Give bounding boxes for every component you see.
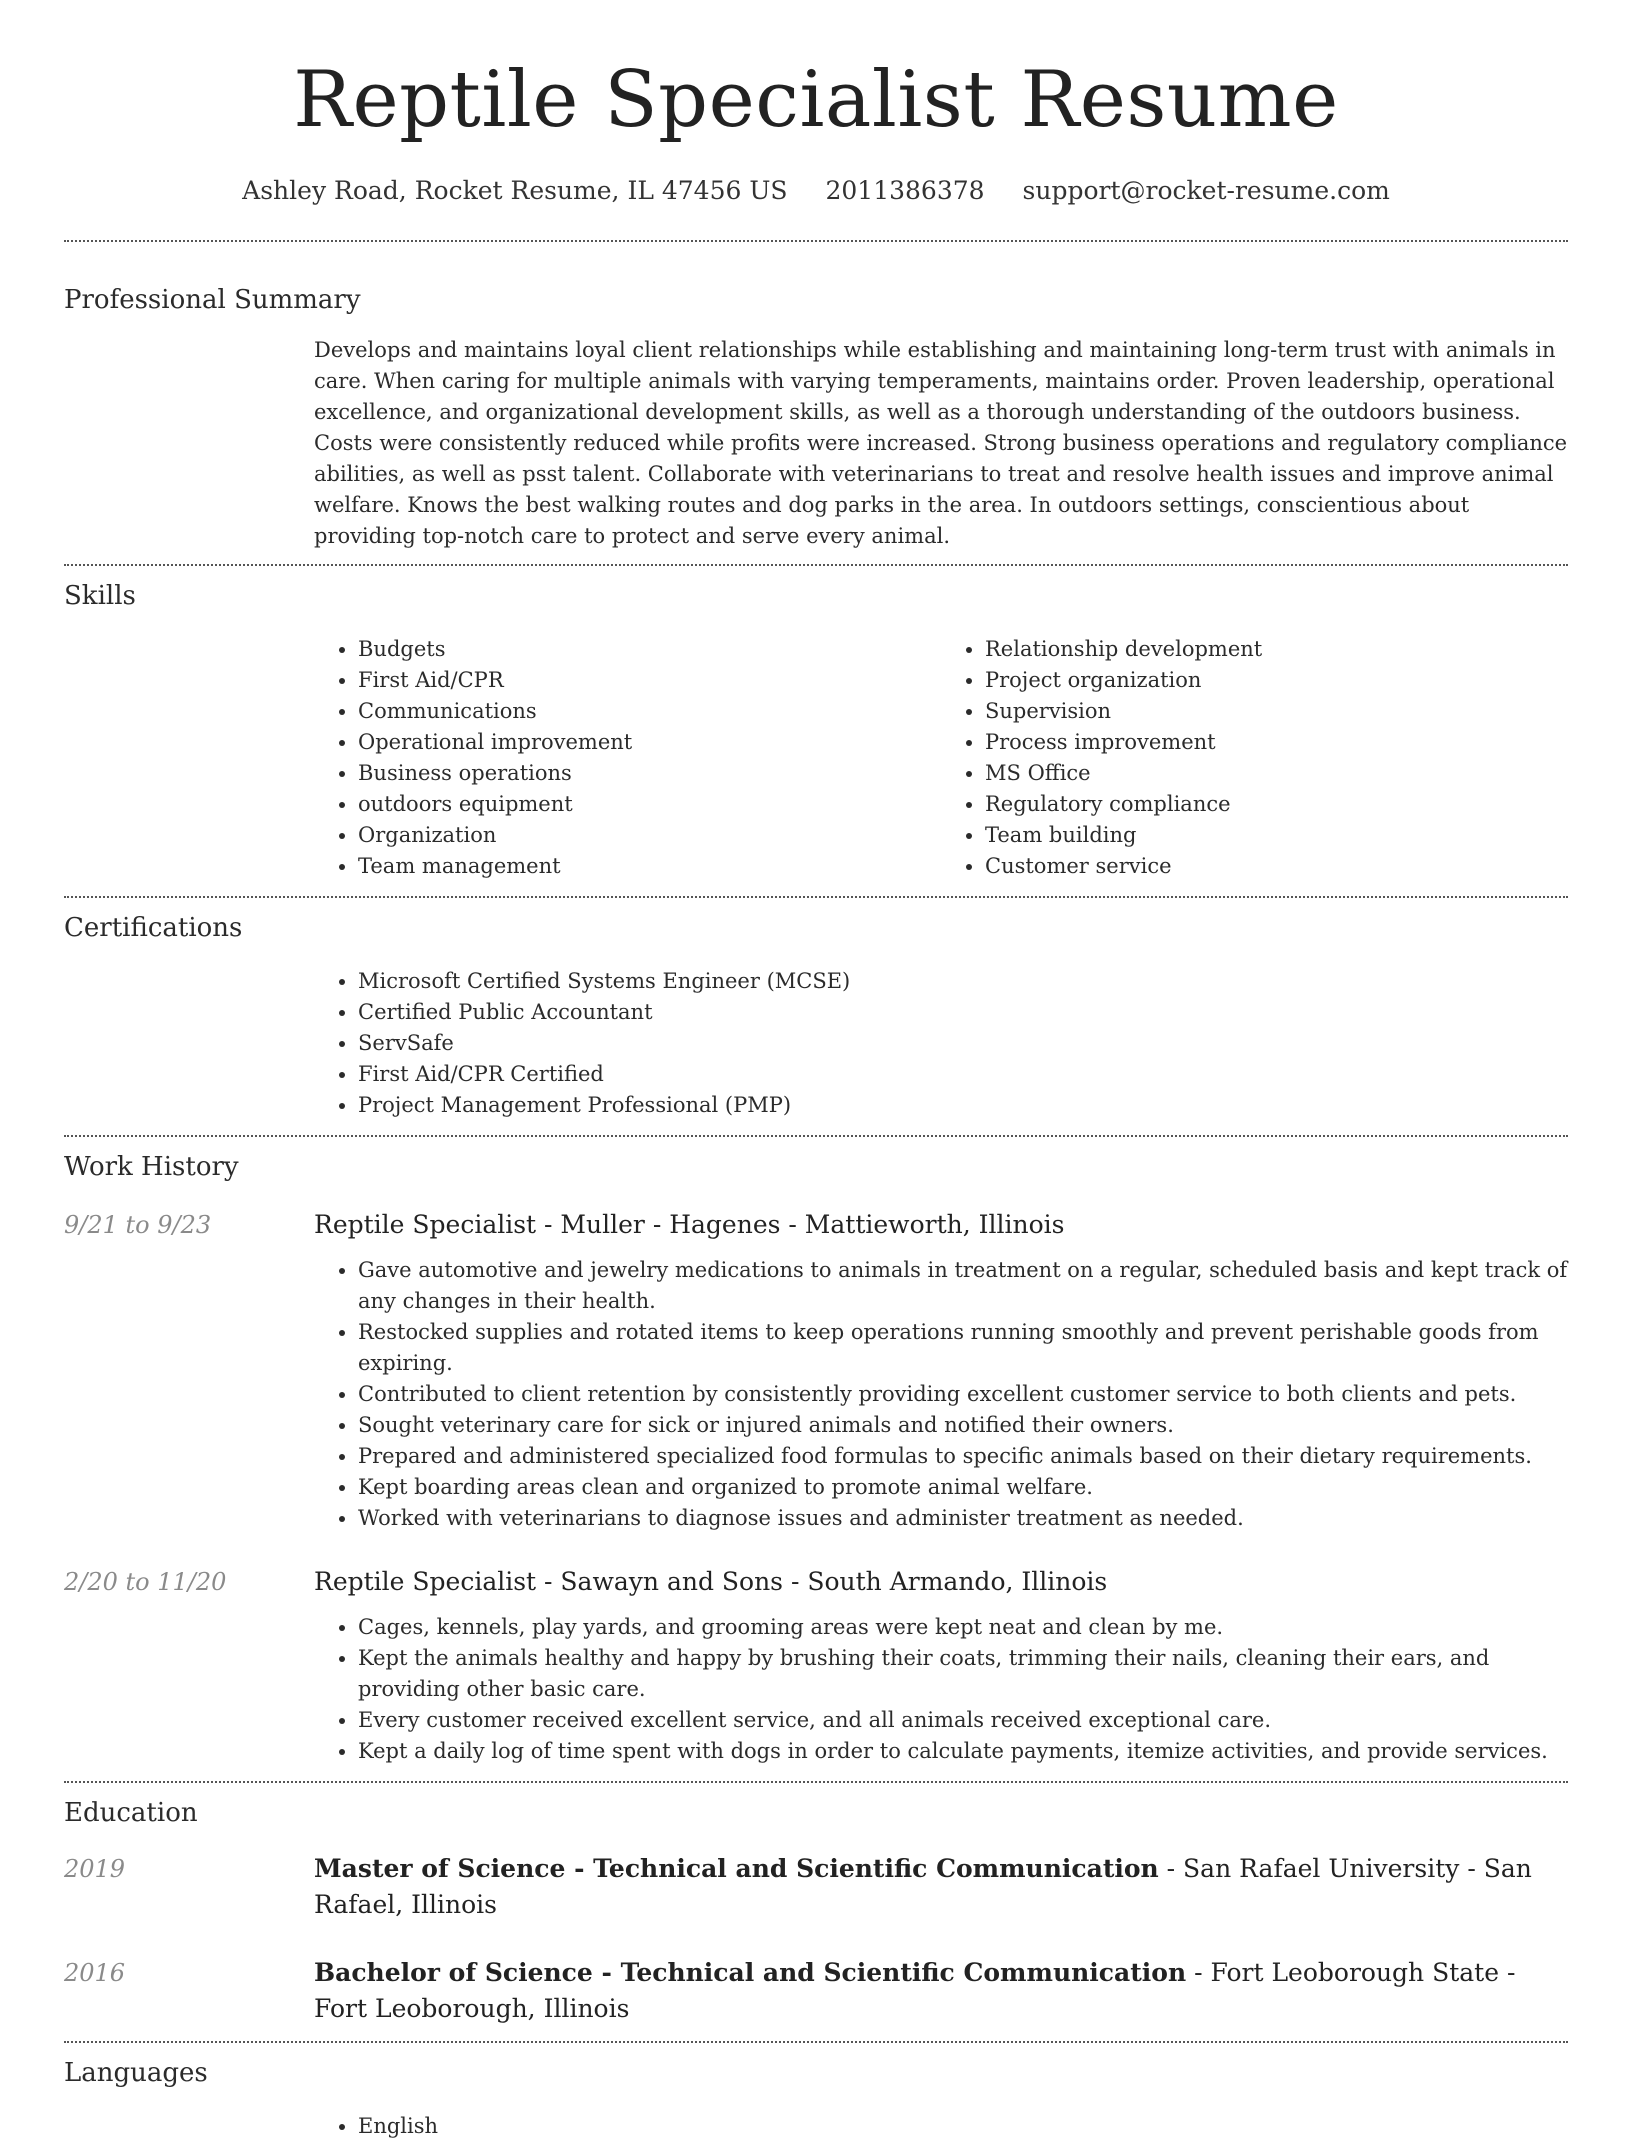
job-bullet: • Kept the animals healthy and happy by brushing their coats, trimming their nails, cleaning their ears, and providing other basic care. [358, 1643, 1568, 1705]
summary-text: Develops and maintains loyal client relationships while establishing and maintaining long-term trust with animals in care. When caring for multiple animals with varying temperaments, maintains order. Proven leadership, operational excellence, and organizational development skills, as well as a thorough understanding of the outdoors business. Costs were consistently reduced while profits were increased. Strong business operations and regulatory compliance abilities, as well as psst talent. Collaborate with veterinarians to treat and resolve health issues and improve animal welfare. Knows the best walking routes and dog parks in the area. In outdoors settings, conscientious about providing top-notch care to protect and serve every animal. [314, 338, 1568, 548]
education-entry [64, 1955, 1568, 2041]
education-entry [64, 1851, 1568, 1923]
skills-section [64, 566, 1568, 896]
skills-list-left [314, 634, 941, 882]
job-bullets [314, 1255, 1568, 1534]
skill-item: • Team building [985, 820, 1568, 851]
job-bullet: • Kept boarding areas clean and organized to promote animal welfare. [358, 1472, 1568, 1503]
section-title-languages: Languages [64, 2058, 208, 2088]
work-history-section [64, 1137, 1568, 1781]
resume-page [64, 0, 1568, 2142]
skill-item: • Project organization [985, 665, 1568, 696]
skill-item: • Organization [358, 820, 941, 851]
section-title-skills: Skills [64, 581, 136, 611]
education-section [64, 1783, 1568, 2041]
skill-item: • Business operations [358, 758, 941, 789]
job-bullet: • Cages, kennels, play yards, and grooming areas were kept neat and clean by me. [358, 1612, 1568, 1643]
certification-item: • First Aid/CPR Certified [358, 1059, 1568, 1090]
certification-item: • Microsoft Certified Systems Engineer (MCSE) [358, 966, 1568, 997]
job-bullet: • Contributed to client retention by consistently providing excellent customer service to both clients and pets. [358, 1379, 1568, 1410]
job-bullet: • Every customer received excellent service, and all animals received exceptional care. [358, 1705, 1568, 1736]
job-bullet: • Prepared and administered specialized food formulas to specific animals based on their dietary requirements. [358, 1441, 1568, 1472]
contact-line [64, 174, 1568, 208]
contact-email: support@rocket-resume.com [1022, 176, 1390, 205]
summary-section [64, 242, 1568, 564]
education-school: - Fort Leoborough State - Fort Leoborough, Illinois [314, 1958, 1516, 2023]
skill-item: • Process improvement [985, 727, 1568, 758]
job-bullets [314, 1612, 1568, 1767]
skill-item: • Customer service [985, 851, 1568, 882]
skill-item: • Team management [358, 851, 941, 882]
job-title: Reptile Specialist - Sawayn and Sons - South Armando, Illinois [314, 1567, 1108, 1596]
job-title: Reptile Specialist - Muller - Hagenes - Mattieworth, Illinois [314, 1210, 1065, 1239]
certifications-section [64, 898, 1568, 1135]
certifications-list [314, 966, 1568, 1121]
education-year: 2016 [64, 1959, 126, 1987]
job-bullet: • Worked with veterinarians to diagnose issues and administer treatment as needed. [358, 1503, 1568, 1534]
section-title-certifications: Certifications [64, 913, 243, 943]
languages-list [314, 2111, 1568, 2142]
education-degree: Master of Science - Technical and Scientific Communication [314, 1854, 1159, 1883]
skill-item: • First Aid/CPR [358, 665, 941, 696]
skill-item: • Operational improvement [358, 727, 941, 758]
section-title-work-history: Work History [64, 1152, 239, 1182]
skill-item: • MS Office [985, 758, 1568, 789]
skills-list-right [941, 634, 1568, 882]
skill-item: • Regulatory compliance [985, 789, 1568, 820]
job-entry [64, 1207, 1568, 1534]
job-bullet: • Kept a daily log of time spent with dogs in order to calculate payments, itemize activities, and provide services. [358, 1736, 1568, 1767]
certification-item: • Project Management Professional (PMP) [358, 1090, 1568, 1121]
skill-item: • Relationship development [985, 634, 1568, 665]
skill-item: • Supervision [985, 696, 1568, 727]
job-bullet: • Restocked supplies and rotated items to keep operations running smoothly and prevent perishable goods from expiring. [358, 1317, 1568, 1379]
education-degree: Bachelor of Science - Technical and Scientific Communication [314, 1958, 1187, 1987]
education-year: 2019 [64, 1855, 126, 1883]
job-entry [64, 1564, 1568, 1781]
section-title-education: Education [64, 1798, 198, 1828]
skill-item: • Budgets [358, 634, 941, 665]
contact-phone: 2011386378 [825, 176, 985, 205]
certification-item: • Certified Public Accountant [358, 997, 1568, 1028]
job-dates: 9/21 to 9/23 [64, 1211, 212, 1239]
resume-title: Reptile Specialist Resume [293, 55, 1339, 145]
job-bullet: • Sought veterinary care for sick or injured animals and notified their owners. [358, 1410, 1568, 1441]
certification-item: • ServSafe [358, 1028, 1568, 1059]
language-item: • English [358, 2111, 1568, 2142]
job-dates: 2/20 to 11/20 [64, 1568, 227, 1596]
education-school: - San Rafael University - San Rafael, Illinois [314, 1854, 1532, 1919]
skill-item: • outdoors equipment [358, 789, 941, 820]
contact-address: Ashley Road, Rocket Resume, IL 47456 US [242, 176, 788, 205]
skill-item: • Communications [358, 696, 941, 727]
section-title-summary: Professional Summary [64, 285, 361, 315]
job-bullet: • Gave automotive and jewelry medications to animals in treatment on a regular, scheduled basis and kept track of any changes in their health. [358, 1255, 1568, 1317]
languages-section [64, 2043, 1568, 2142]
